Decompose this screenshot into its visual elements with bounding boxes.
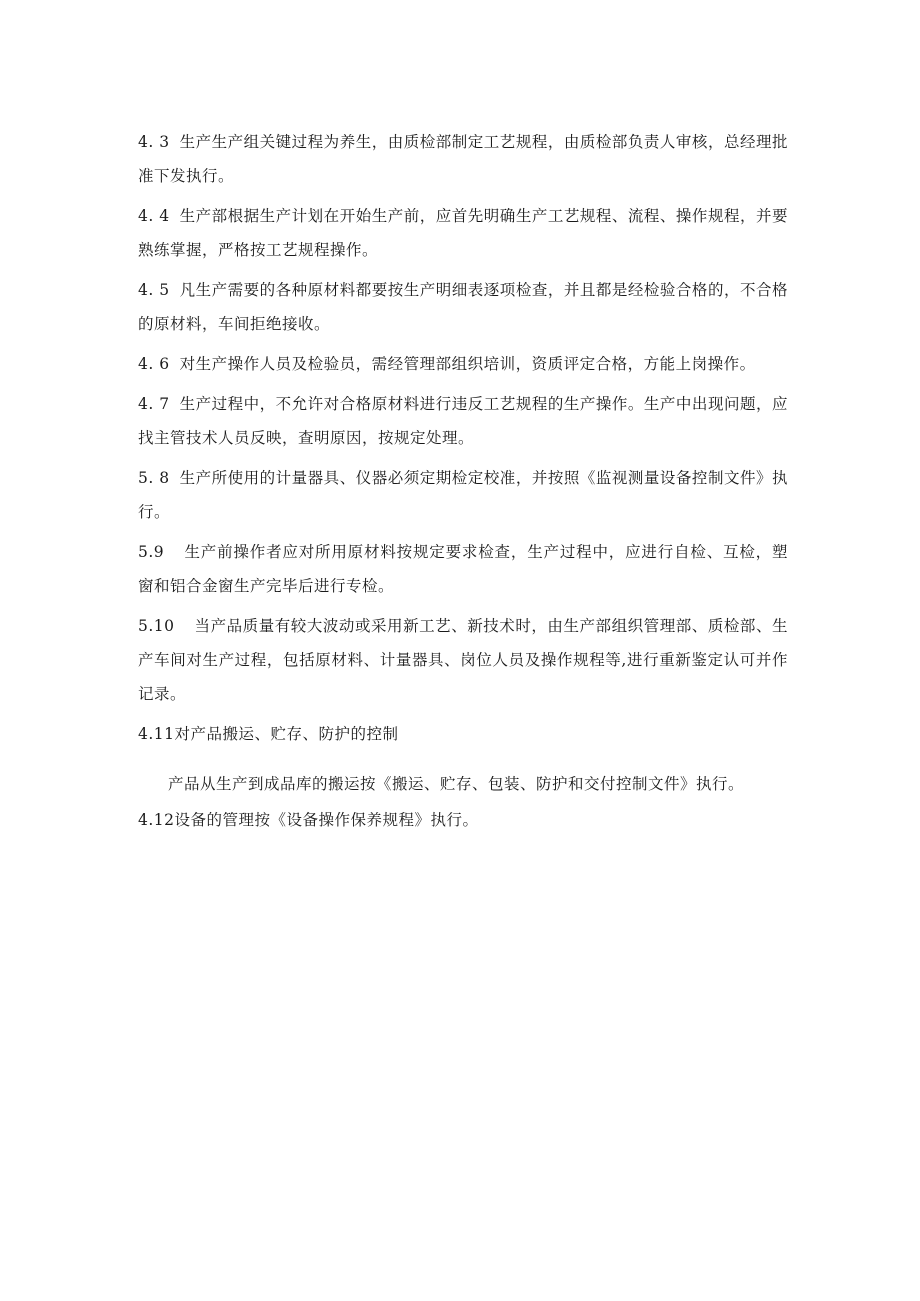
clause-text: 生产部根据生产计划在开始生产前，应首先明确生产工艺规程、流程、操作规程，并要熟练掌握，严格按工艺规程操作。: [138, 207, 788, 259]
clause-number: 4. 6: [138, 355, 170, 373]
clause-text: 凡生产需要的各种原材料都要按生产明细表逐项检查，并且都是经检验合格的，不合格的原材料，车间拒绝接收。: [138, 281, 788, 333]
body-paragraph: 产品从生产到成品库的搬运按《搬运、贮存、包装、防护和交付控制文件》执行。: [168, 775, 745, 793]
clause-number: 5.9: [138, 543, 165, 561]
clause-text: 生产所使用的计量器具、仪器必须定期检定校准，并按照《监视测量设备控制文件》执行。: [138, 469, 788, 521]
clause-4-11: [138, 717, 788, 751]
clause-text: 生产生产组关键过程为养生，由质检部制定工艺规程，由质检部负责人审核，总经理批准下发执行。: [138, 133, 788, 185]
clause-number: 4. 5: [138, 281, 170, 299]
clause-number: 4. 4: [138, 207, 170, 225]
clause-text: 设备的管理按《设备操作保养规程》执行。: [174, 811, 479, 829]
clause-5-10: [138, 609, 788, 711]
clause-number: 4. 7: [138, 395, 170, 413]
clause-4-5: [138, 273, 788, 341]
clause-5-8: [138, 461, 788, 529]
clause-text: 当产品质量有较大波动或采用新工艺、新技术时，由生产部组织管理部、质检部、生产车间对生产过程，包括原材料、计量器具、岗位人员及操作规程等,进行重新鉴定认可并作记录。: [138, 617, 788, 703]
clause-4-3: [138, 125, 788, 193]
clause-text: 生产前操作者应对所用原材料按规定要求检查，生产过程中，应进行自检、互检，塑窗和铝合金窗生产完毕后进行专检。: [138, 543, 788, 595]
clause-4-7: [138, 387, 788, 455]
clause-text: 生产过程中，不允许对合格原材料进行违反工艺规程的生产操作。生产中出现问题，应找主管技术人员反映，查明原因，按规定处理。: [138, 395, 788, 447]
clause-number: 5. 8: [138, 469, 170, 487]
clause-number: 4.12: [138, 811, 175, 829]
clause-number: 4.11: [138, 725, 175, 743]
clause-4-12: [138, 803, 788, 837]
clause-number: 4. 3: [138, 133, 170, 151]
clause-4-4: [138, 199, 788, 267]
clause-number: 5.10: [138, 617, 175, 635]
clause-text: 对产品搬运、贮存、防护的控制: [174, 725, 399, 743]
clause-4-6: [138, 347, 788, 381]
clause-5-9: [138, 535, 788, 603]
document-body: [138, 125, 788, 843]
clause-text: 对生产操作人员及检验员，需经管理部组织培训，资质评定合格，方能上岗操作。: [179, 355, 756, 373]
